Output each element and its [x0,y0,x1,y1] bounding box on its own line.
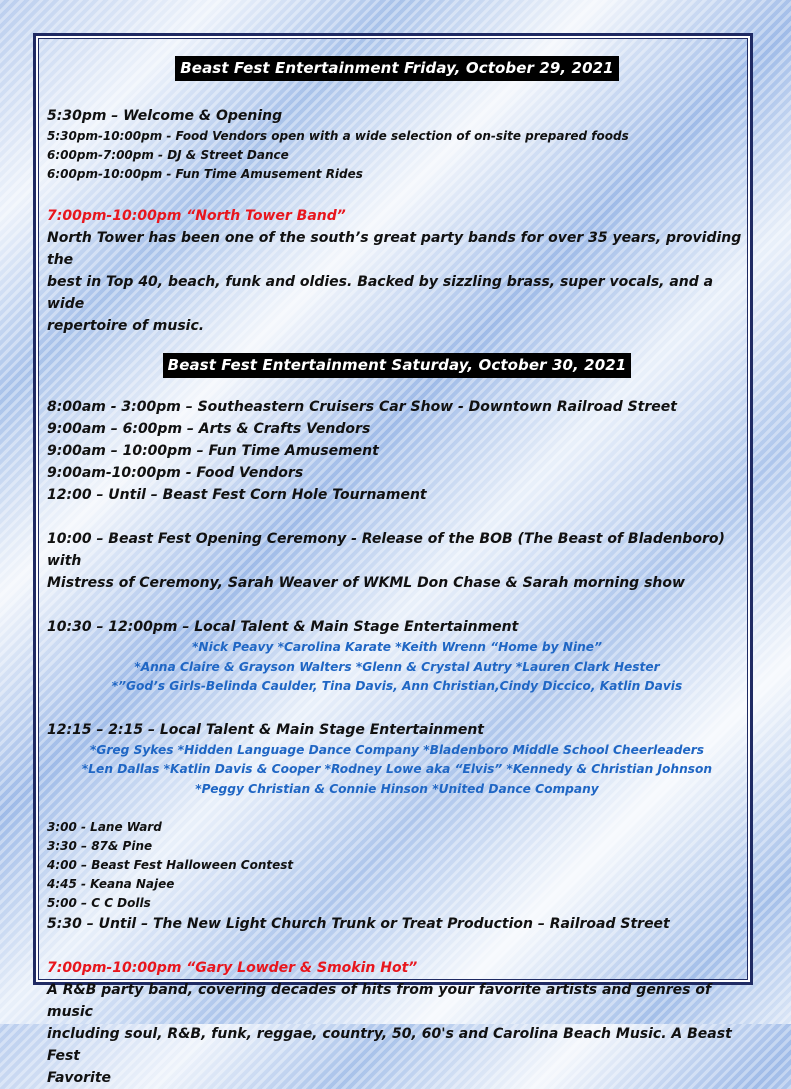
saturday-item: 9:00am – 10:00pm – Fun Time Amusement [47,443,379,459]
friday-item: 6:00pm-10:00pm - Fun Time Amusement Rides [47,167,363,181]
friday-description-line: repertoire of music. [47,318,205,334]
talent-block-2-acts: *Len Dallas *Katlin Davis & Cooper *Rodney Lowe aka “Elvis” *Kennedy & Christian Johnson [81,762,713,776]
friday-description-line: best in Top 40, beach, funk and oldies. Backed by sizzling brass, super vocals, and a wide [47,274,714,312]
afternoon-item: 4:00 – Beast Fest Halloween Contest [47,858,294,872]
schedule-document [47,56,747,1089]
talent-block-1-title: 10:30 – 12:00pm – Local Talent & Main Stage Entertainment [47,619,519,635]
friday-item: 6:00pm-7:00pm - DJ & Street Dance [47,148,289,162]
saturday-banner-wrap [47,353,747,378]
friday-welcome: 5:30pm – Welcome & Opening [47,108,283,124]
afternoon-item: 5:00 – C C Dolls [47,896,151,910]
afternoon-item: 4:45 - Keana Najee [47,877,175,891]
talent-block-2-acts: *Greg Sykes *Hidden Language Dance Company *Bladenboro Middle School Cheerleaders [89,742,705,757]
talent-block-1-acts: *Nick Peavy *Carolina Karate *Keith Wrenn “Home by Nine” [192,640,602,654]
saturday-description-line: including soul, R&B, funk, reggae, country, 50, 60's and Carolina Beach Music. A Beast Fest [47,1026,732,1064]
friday-headliner: 7:00pm-10:00pm “North Tower Band” [47,208,346,224]
friday-banner-wrap [47,56,747,81]
friday-description-line: North Tower has been one of the south’s great party bands for over 35 years, providing the [47,230,742,268]
talent-block-2-title: 12:15 – 2:15 – Local Talent & Main Stage Entertainment [47,721,484,738]
opening-ceremony-line: 10:00 – Beast Fest Opening Ceremony - Release of the BOB (The Beast of Bladenboro) with [47,531,725,569]
saturday-description-line: A R&B party band, covering decades of hits from your favorite artists and genres of music [47,982,712,1020]
saturday-item: 12:00 – Until – Beast Fest Corn Hole Tournament [47,487,427,503]
saturday-headliner: 7:00pm-10:00pm “Gary Lowder & Smokin Hot” [47,960,418,976]
saturday-item: 9:00am-10:00pm - Food Vendors [47,465,304,481]
friday-item: 5:30pm-10:00pm - Food Vendors open with a wide selection of on-site prepared foods [47,129,629,143]
talent-block-1-acts: *”God’s Girls-Belinda Caulder, Tina Davis, Ann Christian,Cindy Diccico, Katlin Davis [111,679,683,693]
talent-block-1-acts: *Anna Claire & Grayson Walters *Glenn & Crystal Autry *Lauren Clark Hester [134,659,660,674]
saturday-banner: Beast Fest Entertainment Saturday, October 30, 2021 [163,353,632,378]
saturday-item: 8:00am - 3:00pm – Southeastern Cruisers Car Show - Downtown Railroad Street [47,399,677,415]
talent-block-2-acts: *Peggy Christian & Connie Hinson *United Dance Company [195,781,599,796]
afternoon-item: 3:30 – 87& Pine [47,839,153,853]
saturday-description-line: Favorite [47,1070,112,1086]
friday-banner: Beast Fest Entertainment Friday, October 29, 2021 [175,56,618,81]
afternoon-item: 3:00 - Lane Ward [47,820,162,834]
opening-ceremony-line: Mistress of Ceremony, Sarah Weaver of WKML Don Chase & Sarah morning show [47,575,685,591]
saturday-item: 9:00am – 6:00pm – Arts & Crafts Vendors [47,421,371,437]
trunk-or-treat: 5:30 – Until – The New Light Church Trunk or Treat Production – Railroad Street [47,916,670,932]
